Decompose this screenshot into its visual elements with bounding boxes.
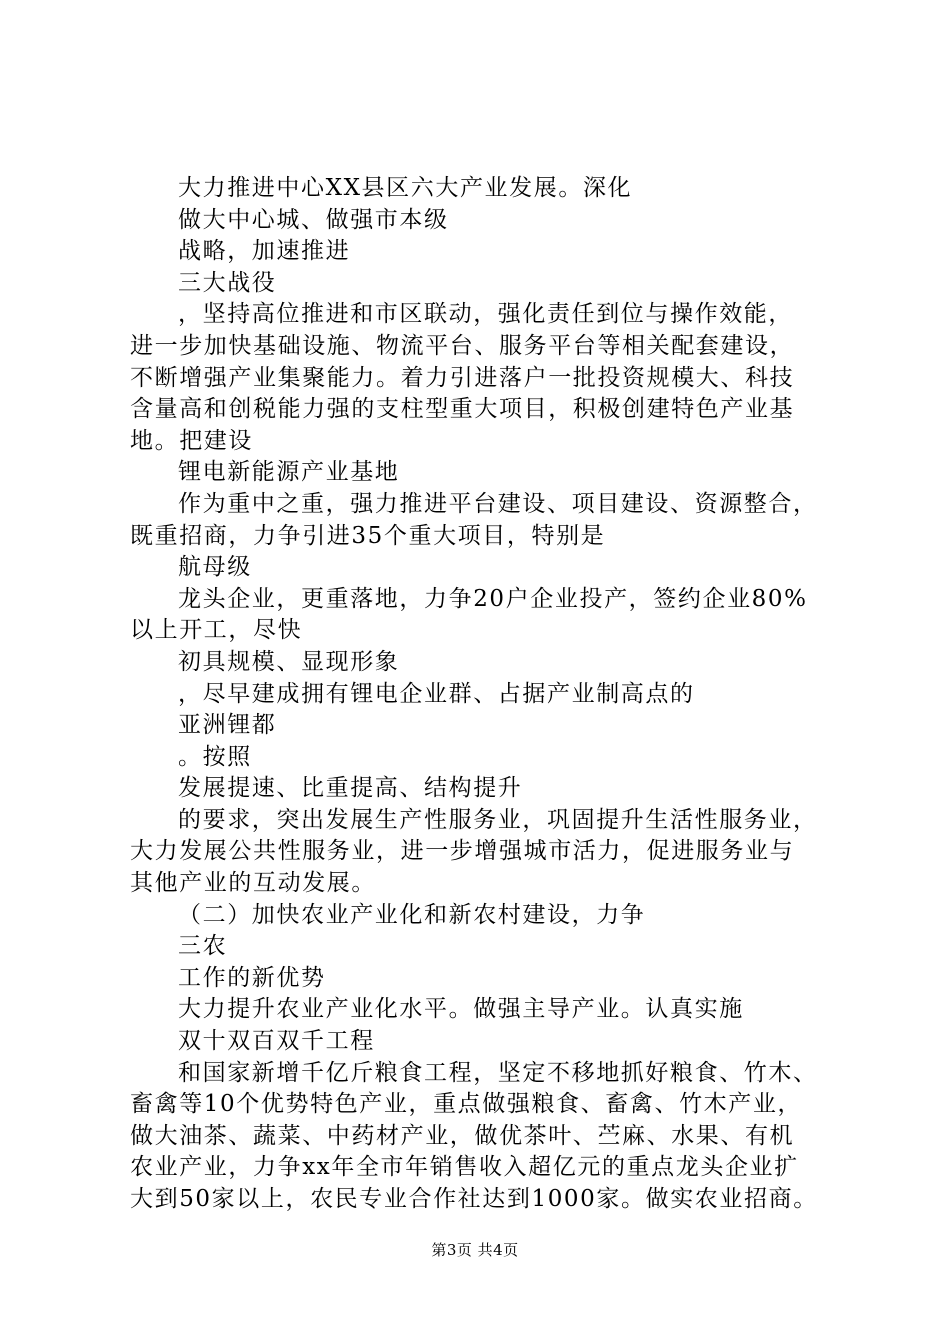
- document-body: [130, 173, 860, 1216]
- text-line: 初具规模、显现形象: [178, 648, 400, 675]
- text-line: 航母级: [178, 554, 252, 581]
- text-line: 农业产业，力争xx年全市年销售收入超亿元的重点龙头企业扩: [130, 1154, 799, 1181]
- page-footer: 第3页 共4页: [431, 1241, 519, 1259]
- text-line: 三大战役: [178, 269, 277, 296]
- text-line: 和国家新增千亿斤粮食工程，坚定不移地抓好粮食、竹木、: [178, 1059, 818, 1086]
- text-line: 三农: [178, 933, 228, 960]
- text-line: 既重招商，力争引进35个重大项目，特别是: [130, 522, 606, 549]
- text-line: 大力推进中心XX县区六大产业发展。深化: [178, 175, 633, 201]
- text-line: 以上开工，尽快: [130, 617, 303, 644]
- text-line: 战略，加速推进: [178, 238, 351, 265]
- text-line: 亚洲锂都: [178, 712, 277, 739]
- text-line: 作为重中之重，强力推进平台建设、项目建设、资源整合，: [178, 490, 818, 517]
- text-line: 做大油茶、蔬菜、中药材产业，做优茶叶、苎麻、水果、有机: [130, 1122, 795, 1149]
- text-line: 含量高和创税能力强的支柱型重大项目，积极创建特色产业基: [130, 396, 795, 423]
- text-line: 进一步加快基础设施、物流平台、服务平台等相关配套建设，: [130, 332, 795, 359]
- text-line: ，尽早建成拥有锂电企业群、占据产业制高点的: [178, 680, 695, 707]
- text-line: 龙头企业，更重落地，力争20户企业投产，签约企业80%: [178, 585, 808, 612]
- text-line: 地。把建设: [130, 427, 253, 454]
- text-line: 不断增强产业集聚能力。着力引进落户一批投资规模大、科技: [130, 364, 795, 391]
- text-line: 。按照: [178, 743, 252, 770]
- text-line: 双十双百双千工程: [178, 1028, 375, 1055]
- text-line: ，坚持高位推进和市区联动，强化责任到位与操作效能，: [178, 301, 793, 328]
- text-line: 大力提升农业产业化水平。做强主导产业。认真实施: [178, 996, 744, 1023]
- text-line: 其他产业的互动发展。: [130, 870, 376, 897]
- text-line: 的要求，突出发展生产性服务业，巩固提升生活性服务业，: [178, 806, 818, 833]
- text-line: （二）加快农业产业化和新农村建设，力争: [178, 901, 646, 928]
- text-line: 工作的新优势: [178, 964, 326, 991]
- text-line: 大到50家以上，农民专业合作社达到1000家。做实农业招商。: [130, 1186, 818, 1212]
- text-line: 发展提速、比重提高、结构提升: [178, 775, 523, 802]
- text-line: 畜禽等10个优势特色产业，重点做强粮食、畜禽、竹木产业，: [130, 1091, 803, 1118]
- text-line: 锂电新能源产业基地: [178, 459, 400, 486]
- text-line: 大力发展公共性服务业，进一步增强城市活力，促进服务业与: [130, 838, 795, 865]
- text-line: 做大中心城、做强市本级: [178, 206, 449, 233]
